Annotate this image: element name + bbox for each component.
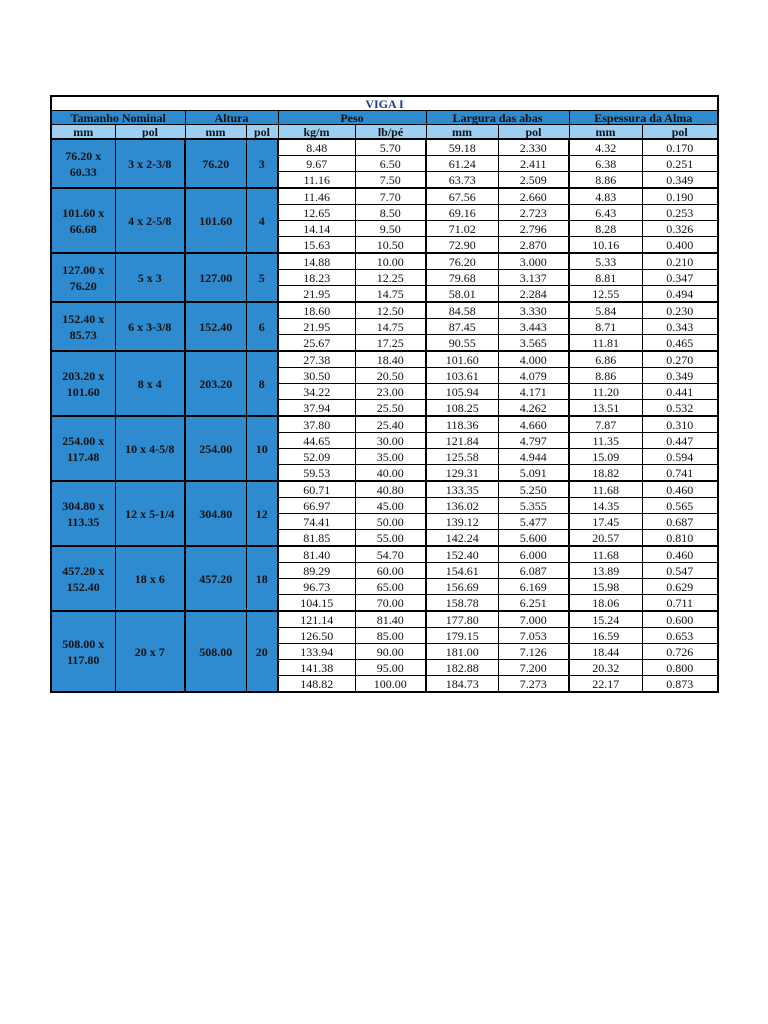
- espessura-mm-cell: 6.38: [569, 156, 642, 172]
- nominal-pol-cell: 20 x 7: [115, 611, 185, 692]
- largura-mm-cell: 58.01: [426, 286, 498, 303]
- nominal-pol-cell: 8 x 4: [115, 351, 185, 416]
- espessura-mm-cell: 20.57: [569, 530, 642, 547]
- nominal-mm-line: 457.20 x: [62, 563, 105, 578]
- espessura-pol-cell: 0.347: [642, 270, 718, 286]
- altura-pol-cell: 6: [246, 302, 278, 351]
- largura-pol-cell: 5.250: [498, 481, 569, 498]
- espessura-pol-cell: 0.400: [642, 237, 718, 254]
- peso-kgm-cell: 96.73: [278, 579, 355, 595]
- nominal-mm-cell: [51, 351, 115, 416]
- espessura-mm-cell: 13.89: [569, 563, 642, 579]
- largura-mm-cell: 158.78: [426, 595, 498, 612]
- nominal-pol-cell: 3 x 2-3/8: [115, 139, 185, 188]
- table-row: [51, 139, 718, 156]
- espessura-mm-cell: 5.84: [569, 302, 642, 319]
- espessura-pol-cell: 0.170: [642, 139, 718, 156]
- espessura-pol-cell: 0.653: [642, 628, 718, 644]
- altura-pol-cell: 4: [246, 188, 278, 253]
- espessura-mm-cell: 11.81: [569, 335, 642, 352]
- altura-pol-cell: 20: [246, 611, 278, 692]
- altura-mm-cell: 203.20: [185, 351, 246, 416]
- largura-mm-cell: 156.69: [426, 579, 498, 595]
- peso-kgm-cell: 30.50: [278, 368, 355, 384]
- peso-kgm-cell: 81.40: [278, 546, 355, 563]
- espessura-mm-cell: 20.32: [569, 660, 642, 676]
- table-row: [51, 546, 718, 563]
- peso-lbpe-cell: 35.00: [355, 449, 426, 465]
- table-row: [51, 253, 718, 270]
- peso-lbpe-cell: 45.00: [355, 498, 426, 514]
- nominal-mm-line: 203.20 x: [62, 368, 105, 383]
- espessura-mm-cell: 10.16: [569, 237, 642, 254]
- espessura-pol-cell: 0.687: [642, 514, 718, 530]
- subheader-nominal-mm: mm: [51, 125, 115, 140]
- largura-pol-cell: 2.284: [498, 286, 569, 303]
- peso-lbpe-cell: 85.00: [355, 628, 426, 644]
- espessura-pol-cell: 0.210: [642, 253, 718, 270]
- peso-lbpe-cell: 100.00: [355, 676, 426, 693]
- espessura-mm-cell: 18.44: [569, 644, 642, 660]
- peso-lbpe-cell: 10.50: [355, 237, 426, 254]
- largura-mm-cell: 177.80: [426, 611, 498, 628]
- espessura-mm-cell: 8.86: [569, 368, 642, 384]
- espessura-pol-cell: 0.741: [642, 465, 718, 482]
- altura-mm-cell: 254.00: [185, 416, 246, 481]
- largura-pol-cell: 4.079: [498, 368, 569, 384]
- nominal-pol-cell: 4 x 2-5/8: [115, 188, 185, 253]
- altura-pol-cell: 5: [246, 253, 278, 302]
- largura-pol-cell: 3.137: [498, 270, 569, 286]
- largura-pol-cell: 7.273: [498, 676, 569, 693]
- peso-lbpe-cell: 30.00: [355, 433, 426, 449]
- espessura-pol-cell: 0.532: [642, 400, 718, 417]
- peso-kgm-cell: 141.38: [278, 660, 355, 676]
- peso-kgm-cell: 60.71: [278, 481, 355, 498]
- peso-lbpe-cell: 10.00: [355, 253, 426, 270]
- nominal-mm-line: 508.00 x: [62, 636, 105, 651]
- espessura-pol-cell: 0.800: [642, 660, 718, 676]
- subheader-altura-mm: mm: [185, 125, 246, 140]
- largura-pol-cell: 6.169: [498, 579, 569, 595]
- largura-pol-cell: 4.660: [498, 416, 569, 433]
- header-altura: Altura: [185, 111, 278, 125]
- espessura-pol-cell: 0.594: [642, 449, 718, 465]
- largura-pol-cell: 6.087: [498, 563, 569, 579]
- subheader-peso-lbpe: lb/pé: [355, 125, 426, 140]
- peso-kgm-cell: 44.65: [278, 433, 355, 449]
- largura-pol-cell: 2.411: [498, 156, 569, 172]
- espessura-pol-cell: 0.726: [642, 644, 718, 660]
- largura-mm-cell: 108.25: [426, 400, 498, 417]
- altura-mm-cell: 101.60: [185, 188, 246, 253]
- table-row: [51, 481, 718, 498]
- peso-lbpe-cell: 7.50: [355, 172, 426, 189]
- largura-mm-cell: 72.90: [426, 237, 498, 254]
- espessura-pol-cell: 0.810: [642, 530, 718, 547]
- nominal-pol-cell: 10 x 4-5/8: [115, 416, 185, 481]
- largura-mm-cell: 125.58: [426, 449, 498, 465]
- espessura-pol-cell: 0.349: [642, 172, 718, 189]
- altura-mm-cell: 152.40: [185, 302, 246, 351]
- peso-lbpe-cell: 14.75: [355, 319, 426, 335]
- espessura-pol-cell: 0.465: [642, 335, 718, 352]
- peso-kgm-cell: 15.63: [278, 237, 355, 254]
- nominal-mm-cell: [51, 546, 115, 611]
- peso-kgm-cell: 59.53: [278, 465, 355, 482]
- espessura-mm-cell: 15.24: [569, 611, 642, 628]
- largura-pol-cell: 7.000: [498, 611, 569, 628]
- peso-lbpe-cell: 12.25: [355, 270, 426, 286]
- largura-pol-cell: 3.000: [498, 253, 569, 270]
- subheader-espessura-pol: pol: [642, 125, 718, 140]
- peso-kgm-cell: 12.65: [278, 205, 355, 221]
- peso-kgm-cell: 21.95: [278, 319, 355, 335]
- largura-mm-cell: 133.35: [426, 481, 498, 498]
- espessura-mm-cell: 4.83: [569, 188, 642, 205]
- espessura-pol-cell: 0.310: [642, 416, 718, 433]
- nominal-mm-cell: [51, 139, 115, 188]
- largura-pol-cell: 5.600: [498, 530, 569, 547]
- peso-kgm-cell: 14.14: [278, 221, 355, 237]
- peso-lbpe-cell: 54.70: [355, 546, 426, 563]
- espessura-pol-cell: 0.494: [642, 286, 718, 303]
- espessura-pol-cell: 0.326: [642, 221, 718, 237]
- largura-pol-cell: 3.565: [498, 335, 569, 352]
- peso-kgm-cell: 104.15: [278, 595, 355, 612]
- largura-mm-cell: 59.18: [426, 139, 498, 156]
- largura-pol-cell: 2.509: [498, 172, 569, 189]
- largura-pol-cell: 2.330: [498, 139, 569, 156]
- peso-lbpe-cell: 25.40: [355, 416, 426, 433]
- altura-mm-cell: 508.00: [185, 611, 246, 692]
- espessura-pol-cell: 0.873: [642, 676, 718, 693]
- nominal-mm-line: 117.48: [67, 449, 100, 464]
- peso-lbpe-cell: 23.00: [355, 384, 426, 400]
- header-largura-abas: Largura das abas: [426, 111, 569, 125]
- largura-mm-cell: 69.16: [426, 205, 498, 221]
- nominal-mm-line: 76.20 x: [65, 148, 102, 163]
- nominal-mm-line: 85.73: [69, 327, 97, 342]
- nominal-mm-line: 60.33: [69, 164, 97, 179]
- peso-kgm-cell: 37.80: [278, 416, 355, 433]
- peso-lbpe-cell: 7.70: [355, 188, 426, 205]
- largura-pol-cell: 2.870: [498, 237, 569, 254]
- espessura-mm-cell: 8.81: [569, 270, 642, 286]
- largura-mm-cell: 121.84: [426, 433, 498, 449]
- espessura-pol-cell: 0.343: [642, 319, 718, 335]
- peso-lbpe-cell: 12.50: [355, 302, 426, 319]
- peso-lbpe-cell: 60.00: [355, 563, 426, 579]
- largura-pol-cell: 4.000: [498, 351, 569, 368]
- subheader-largura-pol: pol: [498, 125, 569, 140]
- nominal-mm-cell: [51, 611, 115, 692]
- largura-mm-cell: 139.12: [426, 514, 498, 530]
- espessura-mm-cell: 15.09: [569, 449, 642, 465]
- nominal-mm-line: 66.68: [69, 221, 97, 236]
- largura-mm-cell: 181.00: [426, 644, 498, 660]
- largura-mm-cell: 136.02: [426, 498, 498, 514]
- espessura-mm-cell: 8.28: [569, 221, 642, 237]
- peso-lbpe-cell: 81.40: [355, 611, 426, 628]
- largura-pol-cell: 6.251: [498, 595, 569, 612]
- nominal-pol-cell: 6 x 3-3/8: [115, 302, 185, 351]
- nominal-mm-line: 76.20: [69, 278, 97, 293]
- espessura-mm-cell: 4.32: [569, 139, 642, 156]
- espessura-pol-cell: 0.190: [642, 188, 718, 205]
- subheader-largura-mm: mm: [426, 125, 498, 140]
- peso-kgm-cell: 11.46: [278, 188, 355, 205]
- nominal-mm-line: 152.40 x: [62, 311, 105, 326]
- espessura-mm-cell: 12.55: [569, 286, 642, 303]
- espessura-pol-cell: 0.600: [642, 611, 718, 628]
- largura-mm-cell: 179.15: [426, 628, 498, 644]
- largura-pol-cell: 5.355: [498, 498, 569, 514]
- largura-pol-cell: 2.660: [498, 188, 569, 205]
- peso-lbpe-cell: 18.40: [355, 351, 426, 368]
- largura-mm-cell: 152.40: [426, 546, 498, 563]
- espessura-pol-cell: 0.547: [642, 563, 718, 579]
- peso-lbpe-cell: 70.00: [355, 595, 426, 612]
- table-row: [51, 416, 718, 433]
- peso-kgm-cell: 9.67: [278, 156, 355, 172]
- peso-kgm-cell: 11.16: [278, 172, 355, 189]
- espessura-pol-cell: 0.460: [642, 481, 718, 498]
- espessura-pol-cell: 0.349: [642, 368, 718, 384]
- nominal-mm-line: 127.00 x: [62, 262, 105, 277]
- espessura-pol-cell: 0.447: [642, 433, 718, 449]
- viga-table: [50, 95, 719, 693]
- espessura-mm-cell: 14.35: [569, 498, 642, 514]
- largura-mm-cell: 76.20: [426, 253, 498, 270]
- espessura-mm-cell: 8.71: [569, 319, 642, 335]
- peso-lbpe-cell: 17.25: [355, 335, 426, 352]
- peso-kgm-cell: 25.67: [278, 335, 355, 352]
- largura-pol-cell: 3.330: [498, 302, 569, 319]
- peso-kgm-cell: 121.14: [278, 611, 355, 628]
- largura-pol-cell: 7.126: [498, 644, 569, 660]
- nominal-mm-line: 152.40: [66, 579, 100, 594]
- nominal-mm-cell: [51, 302, 115, 351]
- largura-mm-cell: 103.61: [426, 368, 498, 384]
- peso-lbpe-cell: 14.75: [355, 286, 426, 303]
- largura-mm-cell: 61.24: [426, 156, 498, 172]
- altura-pol-cell: 8: [246, 351, 278, 416]
- nominal-mm-line: 113.35: [67, 514, 100, 529]
- peso-kgm-cell: 148.82: [278, 676, 355, 693]
- espessura-mm-cell: 16.59: [569, 628, 642, 644]
- espessura-mm-cell: 18.82: [569, 465, 642, 482]
- peso-kgm-cell: 133.94: [278, 644, 355, 660]
- largura-mm-cell: 67.56: [426, 188, 498, 205]
- espessura-pol-cell: 0.230: [642, 302, 718, 319]
- peso-lbpe-cell: 5.70: [355, 139, 426, 156]
- nominal-mm-line: 117.80: [67, 652, 100, 667]
- espessura-mm-cell: 22.17: [569, 676, 642, 693]
- peso-kgm-cell: 34.22: [278, 384, 355, 400]
- altura-mm-cell: 304.80: [185, 481, 246, 546]
- largura-mm-cell: 142.24: [426, 530, 498, 547]
- table-row: [51, 188, 718, 205]
- nominal-pol-cell: 12 x 5-1/4: [115, 481, 185, 546]
- nominal-pol-cell: 18 x 6: [115, 546, 185, 611]
- largura-pol-cell: 7.200: [498, 660, 569, 676]
- espessura-mm-cell: 17.45: [569, 514, 642, 530]
- nominal-mm-line: 304.80 x: [62, 498, 105, 513]
- peso-lbpe-cell: 40.00: [355, 465, 426, 482]
- espessura-pol-cell: 0.441: [642, 384, 718, 400]
- header-espessura-alma: Espessura da Alma: [569, 111, 718, 125]
- espessura-mm-cell: 13.51: [569, 400, 642, 417]
- espessura-pol-cell: 0.460: [642, 546, 718, 563]
- espessura-mm-cell: 11.68: [569, 546, 642, 563]
- espessura-pol-cell: 0.253: [642, 205, 718, 221]
- espessura-pol-cell: 0.251: [642, 156, 718, 172]
- table-title: VIGA I: [51, 96, 718, 111]
- altura-mm-cell: 127.00: [185, 253, 246, 302]
- largura-pol-cell: 4.171: [498, 384, 569, 400]
- nominal-mm-cell: [51, 253, 115, 302]
- subheader-espessura-mm: mm: [569, 125, 642, 140]
- espessura-pol-cell: 0.565: [642, 498, 718, 514]
- largura-mm-cell: 182.88: [426, 660, 498, 676]
- nominal-mm-cell: [51, 481, 115, 546]
- largura-mm-cell: 90.55: [426, 335, 498, 352]
- altura-mm-cell: 457.20: [185, 546, 246, 611]
- largura-mm-cell: 129.31: [426, 465, 498, 482]
- largura-pol-cell: 5.477: [498, 514, 569, 530]
- espessura-mm-cell: 18.06: [569, 595, 642, 612]
- largura-mm-cell: 87.45: [426, 319, 498, 335]
- header-peso: Peso: [278, 111, 426, 125]
- peso-kgm-cell: 18.60: [278, 302, 355, 319]
- peso-kgm-cell: 18.23: [278, 270, 355, 286]
- largura-mm-cell: 101.60: [426, 351, 498, 368]
- peso-lbpe-cell: 6.50: [355, 156, 426, 172]
- largura-pol-cell: 5.091: [498, 465, 569, 482]
- peso-kgm-cell: 27.38: [278, 351, 355, 368]
- espessura-pol-cell: 0.711: [642, 595, 718, 612]
- peso-lbpe-cell: 90.00: [355, 644, 426, 660]
- peso-lbpe-cell: 50.00: [355, 514, 426, 530]
- espessura-mm-cell: 11.35: [569, 433, 642, 449]
- table-row: [51, 351, 718, 368]
- peso-kgm-cell: 8.48: [278, 139, 355, 156]
- altura-pol-cell: 18: [246, 546, 278, 611]
- espessura-mm-cell: 8.86: [569, 172, 642, 189]
- peso-lbpe-cell: 65.00: [355, 579, 426, 595]
- subheader-altura-pol: pol: [246, 125, 278, 140]
- altura-pol-cell: 3: [246, 139, 278, 188]
- viga-table-sheet: [50, 95, 717, 693]
- subheader-peso-kgm: kg/m: [278, 125, 355, 140]
- largura-pol-cell: 4.944: [498, 449, 569, 465]
- table-row: [51, 302, 718, 319]
- largura-pol-cell: 6.000: [498, 546, 569, 563]
- peso-kgm-cell: 37.94: [278, 400, 355, 417]
- nominal-mm-line: 254.00 x: [62, 433, 105, 448]
- peso-lbpe-cell: 95.00: [355, 660, 426, 676]
- espessura-pol-cell: 0.270: [642, 351, 718, 368]
- nominal-mm-cell: [51, 416, 115, 481]
- espessura-mm-cell: 6.86: [569, 351, 642, 368]
- nominal-mm-line: 101.60: [66, 384, 100, 399]
- peso-kgm-cell: 14.88: [278, 253, 355, 270]
- altura-pol-cell: 12: [246, 481, 278, 546]
- peso-kgm-cell: 52.09: [278, 449, 355, 465]
- largura-pol-cell: 3.443: [498, 319, 569, 335]
- altura-pol-cell: 10: [246, 416, 278, 481]
- largura-mm-cell: 154.61: [426, 563, 498, 579]
- largura-mm-cell: 105.94: [426, 384, 498, 400]
- espessura-mm-cell: 11.68: [569, 481, 642, 498]
- peso-kgm-cell: 66.97: [278, 498, 355, 514]
- peso-kgm-cell: 126.50: [278, 628, 355, 644]
- largura-mm-cell: 71.02: [426, 221, 498, 237]
- peso-kgm-cell: 21.95: [278, 286, 355, 303]
- table-row: [51, 611, 718, 628]
- peso-lbpe-cell: 25.50: [355, 400, 426, 417]
- peso-lbpe-cell: 55.00: [355, 530, 426, 547]
- nominal-mm-line: 101.60 x: [62, 205, 105, 220]
- espessura-mm-cell: 5.33: [569, 253, 642, 270]
- nominal-pol-cell: 5 x 3: [115, 253, 185, 302]
- peso-lbpe-cell: 40.80: [355, 481, 426, 498]
- largura-pol-cell: 4.262: [498, 400, 569, 417]
- largura-pol-cell: 4.797: [498, 433, 569, 449]
- peso-kgm-cell: 74.41: [278, 514, 355, 530]
- largura-pol-cell: 2.796: [498, 221, 569, 237]
- peso-lbpe-cell: 20.50: [355, 368, 426, 384]
- peso-lbpe-cell: 9.50: [355, 221, 426, 237]
- espessura-mm-cell: 11.20: [569, 384, 642, 400]
- largura-mm-cell: 84.58: [426, 302, 498, 319]
- header-tamanho-nominal: Tamanho Nominal: [51, 111, 185, 125]
- largura-mm-cell: 118.36: [426, 416, 498, 433]
- altura-mm-cell: 76.20: [185, 139, 246, 188]
- largura-pol-cell: 2.723: [498, 205, 569, 221]
- largura-mm-cell: 184.73: [426, 676, 498, 693]
- peso-kgm-cell: 89.29: [278, 563, 355, 579]
- largura-pol-cell: 7.053: [498, 628, 569, 644]
- nominal-mm-cell: [51, 188, 115, 253]
- peso-lbpe-cell: 8.50: [355, 205, 426, 221]
- largura-mm-cell: 63.73: [426, 172, 498, 189]
- espessura-mm-cell: 15.98: [569, 579, 642, 595]
- espessura-mm-cell: 7.87: [569, 416, 642, 433]
- peso-kgm-cell: 81.85: [278, 530, 355, 547]
- largura-mm-cell: 79.68: [426, 270, 498, 286]
- espessura-pol-cell: 0.629: [642, 579, 718, 595]
- subheader-nominal-pol: pol: [115, 125, 185, 140]
- espessura-mm-cell: 6.43: [569, 205, 642, 221]
